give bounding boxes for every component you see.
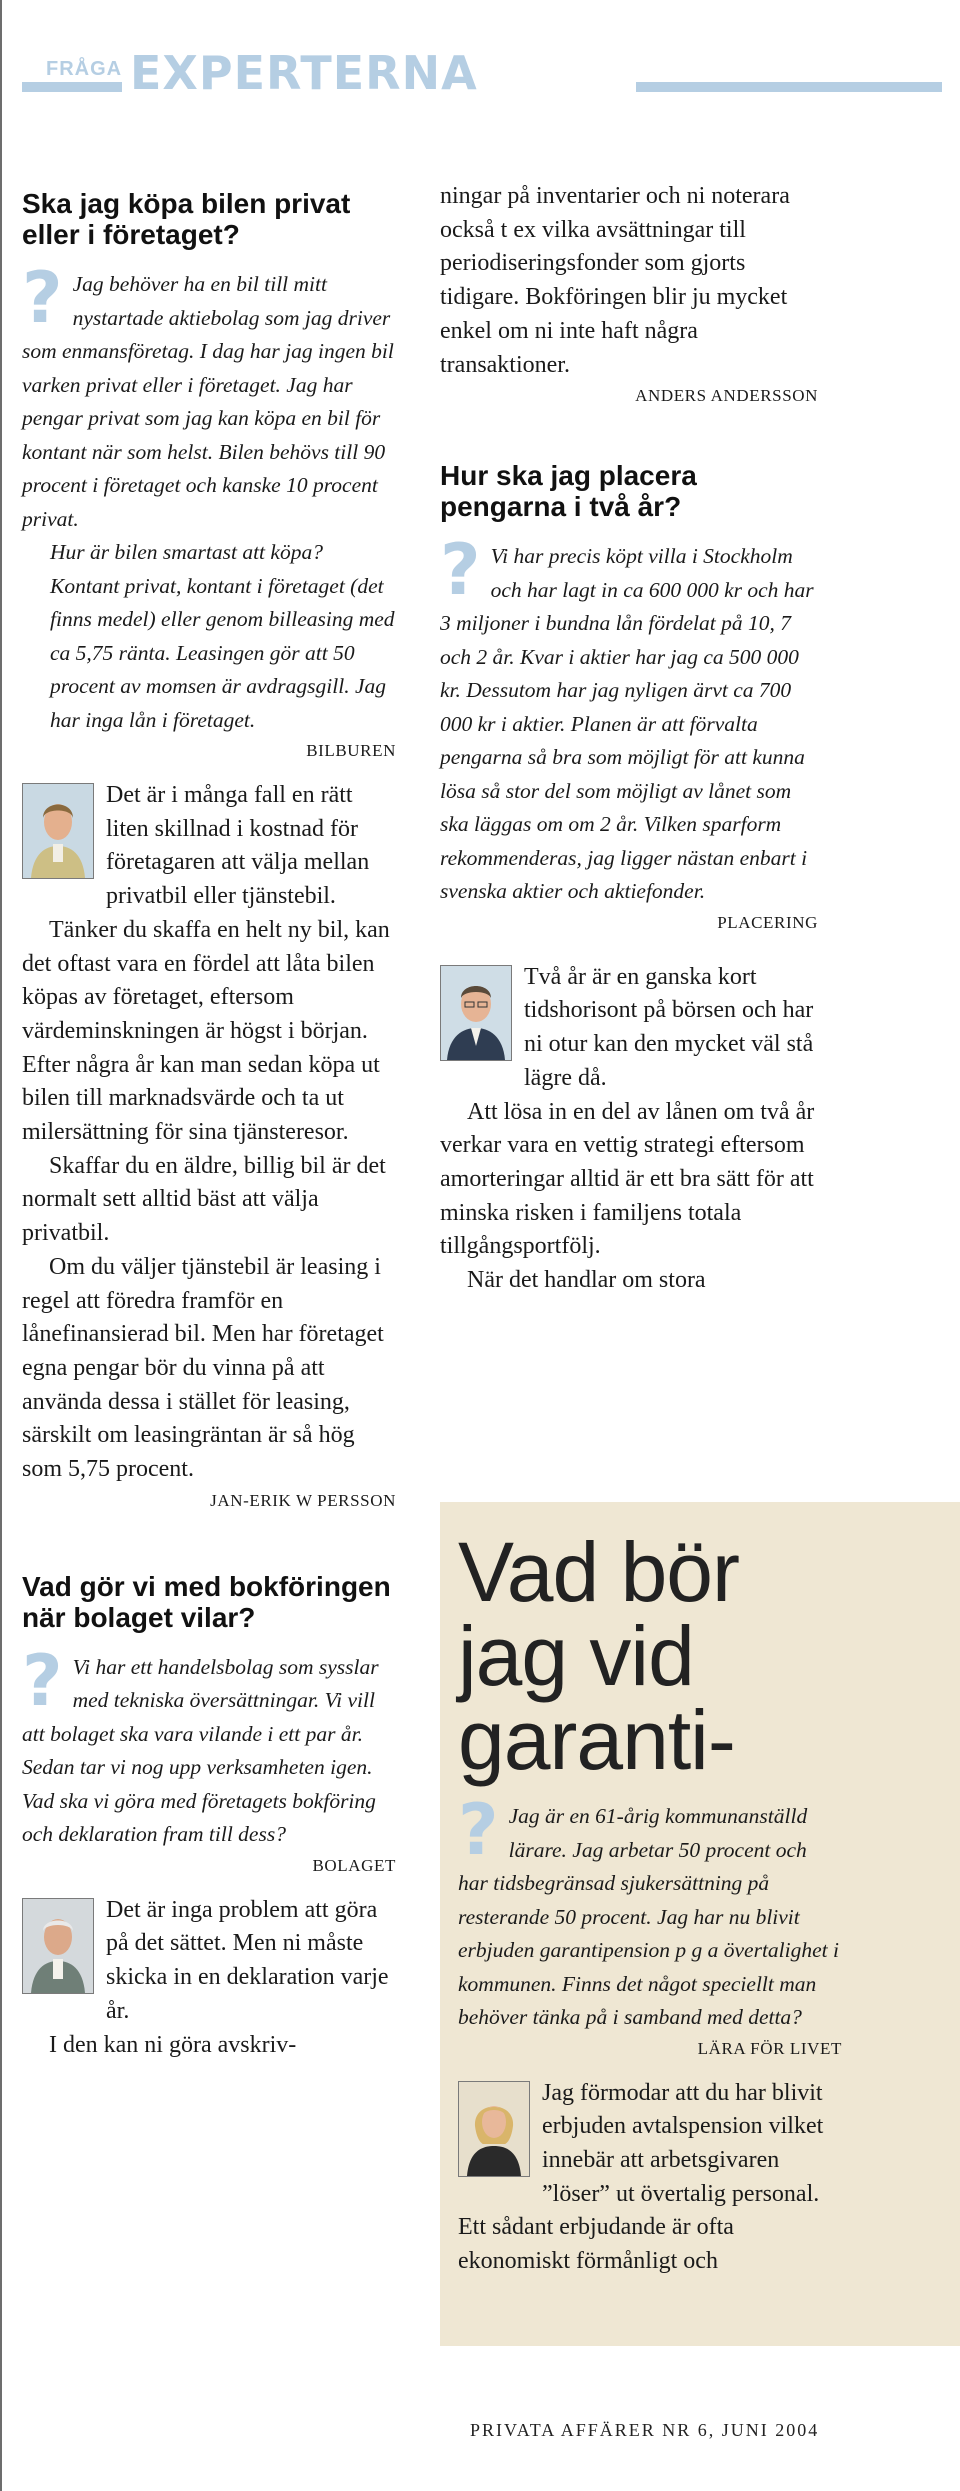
answer-paragraph: Tänker du skaffa en helt ny bil, kan det oftast vara en fördel att låta bilen köpas av företaget, eftersom värdeminskningen är högst i början. Efter några år kan man sedan köpa ut bilen till marknadsvärde och ta ut milersättning för sina tjänsteresor. — [22, 916, 390, 1146]
expert-portrait-2 — [22, 1898, 94, 1994]
answer-signature: ANDERS ANDERSSON — [635, 386, 818, 406]
masthead-title: EXPERTERNA — [130, 46, 478, 100]
page-left-rule — [0, 0, 2, 2491]
masthead-kicker: FRÅGA — [46, 58, 123, 80]
expert-portrait-4 — [458, 2081, 530, 2177]
box-headline: Vad bör jag vid garanti- — [458, 1525, 739, 1787]
question-mark-icon: ? — [22, 257, 63, 339]
question-mark-icon: ? — [440, 529, 481, 612]
question-signature: LÄRA FÖR LIVET — [697, 2038, 842, 2058]
answer-text — [440, 961, 818, 1298]
answer-text — [22, 1894, 396, 2063]
question-signature: PLACERING — [717, 912, 818, 932]
expert-portrait-3 — [440, 965, 512, 1061]
article-car — [22, 188, 396, 1511]
question-mark-icon: ? — [22, 1639, 63, 1722]
masthead-bar-right — [636, 82, 942, 92]
answer-paragraph: Det är i många fall en rätt liten skillnad i kostnad för företagaren att välja mellan privatbil eller tjänstebil. — [106, 782, 370, 910]
answer-text — [22, 779, 396, 1487]
expert-portrait-1 — [22, 783, 94, 879]
right-column — [440, 180, 818, 1358]
article-heading: Hur ska jag placera pengarna i två år? — [440, 460, 697, 523]
pension-article-box — [440, 1502, 960, 2346]
left-column — [22, 188, 396, 2122]
answer-paragraph: I den kan ni göra avskriv- — [49, 2031, 297, 2058]
article-investment — [440, 460, 818, 1298]
issue-footer: PRIVATA AFFÄRER NR 6, JUNI 2004 — [470, 2420, 820, 2440]
question-text: ? Vi har ett handelsbolag som sysslar med tekniska översättningar. Vi vill att bolaget ska vara vilande i ett par år. Sedan tar vi nog upp verksamheten igen. Vad ska vi göra med företagets bokföring och deklaration fram till dess? — [22, 1639, 379, 1847]
answer-paragraph: Det är inga problem att göra på det sättet. Men ni måste skicka in en deklaration varje år. — [106, 1896, 389, 2024]
answer-paragraph: ningar på inventarier och ni noterara också t ex vilka avsättningar till periodiseringsfonder som gjorts tidigare. Bokföringen blir ju mycket enkel om ni inte haft några transaktioner. — [440, 183, 790, 378]
question-signature: BOLAGET — [312, 1855, 396, 1875]
question-text: ? Jag är en 61-årig kommunanställd lärare. Jag arbetar 50 procent och har tidsbegränsad sjukersättning på resterande 50 procent. Jag har nu blivit erbjuden garantipension p g a övertalighet i kommunen. Finns det något speciellt man behöver tänka på i samband med detta? — [458, 1789, 839, 2029]
article-heading: Vad gör vi med bokföringen när bolaget vilar? — [22, 1570, 391, 1633]
answer-signature: JAN-ERIK W PERSSON — [210, 1490, 396, 1510]
article-bookkeeping — [22, 1571, 396, 2063]
answer-paragraph: Jag förmodar att du har blivit erbjuden avtalspension vilket innebär att arbetsgivaren ”löser” ut övertalig personal. Ett sådant erbjudande är ofta ekonomiskt förmånligt och — [458, 2079, 824, 2275]
answer-paragraph: När det handlar om stora — [467, 1267, 706, 1294]
question-paragraph-2: Hur är bilen smartast att köpa? Kontant privat, kontant i företaget (det finns medel) eller genom billeasing med ca 5,75 ränta. Leasingen gör att 50 procent av momsen är avdragsgill. Jag har inga lån i företaget. — [50, 540, 395, 732]
pension-article-content — [458, 1525, 842, 2279]
masthead-bar-left — [22, 82, 122, 92]
answer-paragraph: Skaffar du en äldre, billig bil är det normalt sett alltid bäst att välja privatbil. — [22, 1152, 386, 1247]
answer-paragraph: Två år är en ganska kort tidshorisont på börsen och har ni otur kan den mycket väl stå lägre då. — [524, 963, 814, 1091]
question-text: ? Vi har precis köpt villa i Stockholm och har lagt in ca 600 000 kr och har 3 miljoner i bundna lån fördelat på 10, 7 och 2 år. Kvar i aktier har jag ca 500 000 kr. Dessutom har jag nyligen ärvt ca 700 000 kr i aktier. Planen är att förvalta pengarna så bra som möjligt för att kunna lösa så stor del som möjligt av lånet som ska läggas om om 2 år. Vilken sparform rekommenderas, jag ligger nästan enbart i svenska aktier och aktiefonder. — [440, 529, 814, 904]
answer-paragraph: Att lösa in en del av lånen om två år verkar vara en vettig strategi eftersom amorteringar alltid är ett bra sätt för att minska risken i familjens totala tillgångsportfölj. — [440, 1098, 815, 1260]
article-heading: Ska jag köpa bilen privat eller i företaget? — [22, 188, 351, 250]
answer-paragraph: Om du väljer tjänstebil är leasing i regel att föredra framför en lånefinansierad bil. Men har företaget egna pengar bör du vinna på att använda dessa i stället för leasing, särskilt om leasingräntan är så hög som 5,75 procent. — [22, 1253, 384, 1483]
continued-answer-text — [440, 180, 818, 382]
masthead — [22, 46, 942, 100]
answer-text — [458, 2077, 842, 2279]
question-text: ? Jag behöver ha en bil till mitt nystartade aktiebolag som jag driver som enmansföretag. I dag har jag ingen bil varken privat eller i företaget. Jag har pengar privat som jag kan köpa en bil för kontant när som helst. Bilen behövs till 90 procent i företaget och kanske 10 procent privat. Hur är bilen smartast att köpa? Kontant privat, kontant i företaget (det finns medel) eller genom billeasing med ca 5,75 ränta. Leasingen gör att 50 procent av momsen är avdragsgill. Jag har inga lån i företaget. — [22, 268, 396, 737]
question-signature: BILBUREN — [306, 741, 396, 760]
question-mark-icon: ? — [458, 1789, 499, 1871]
